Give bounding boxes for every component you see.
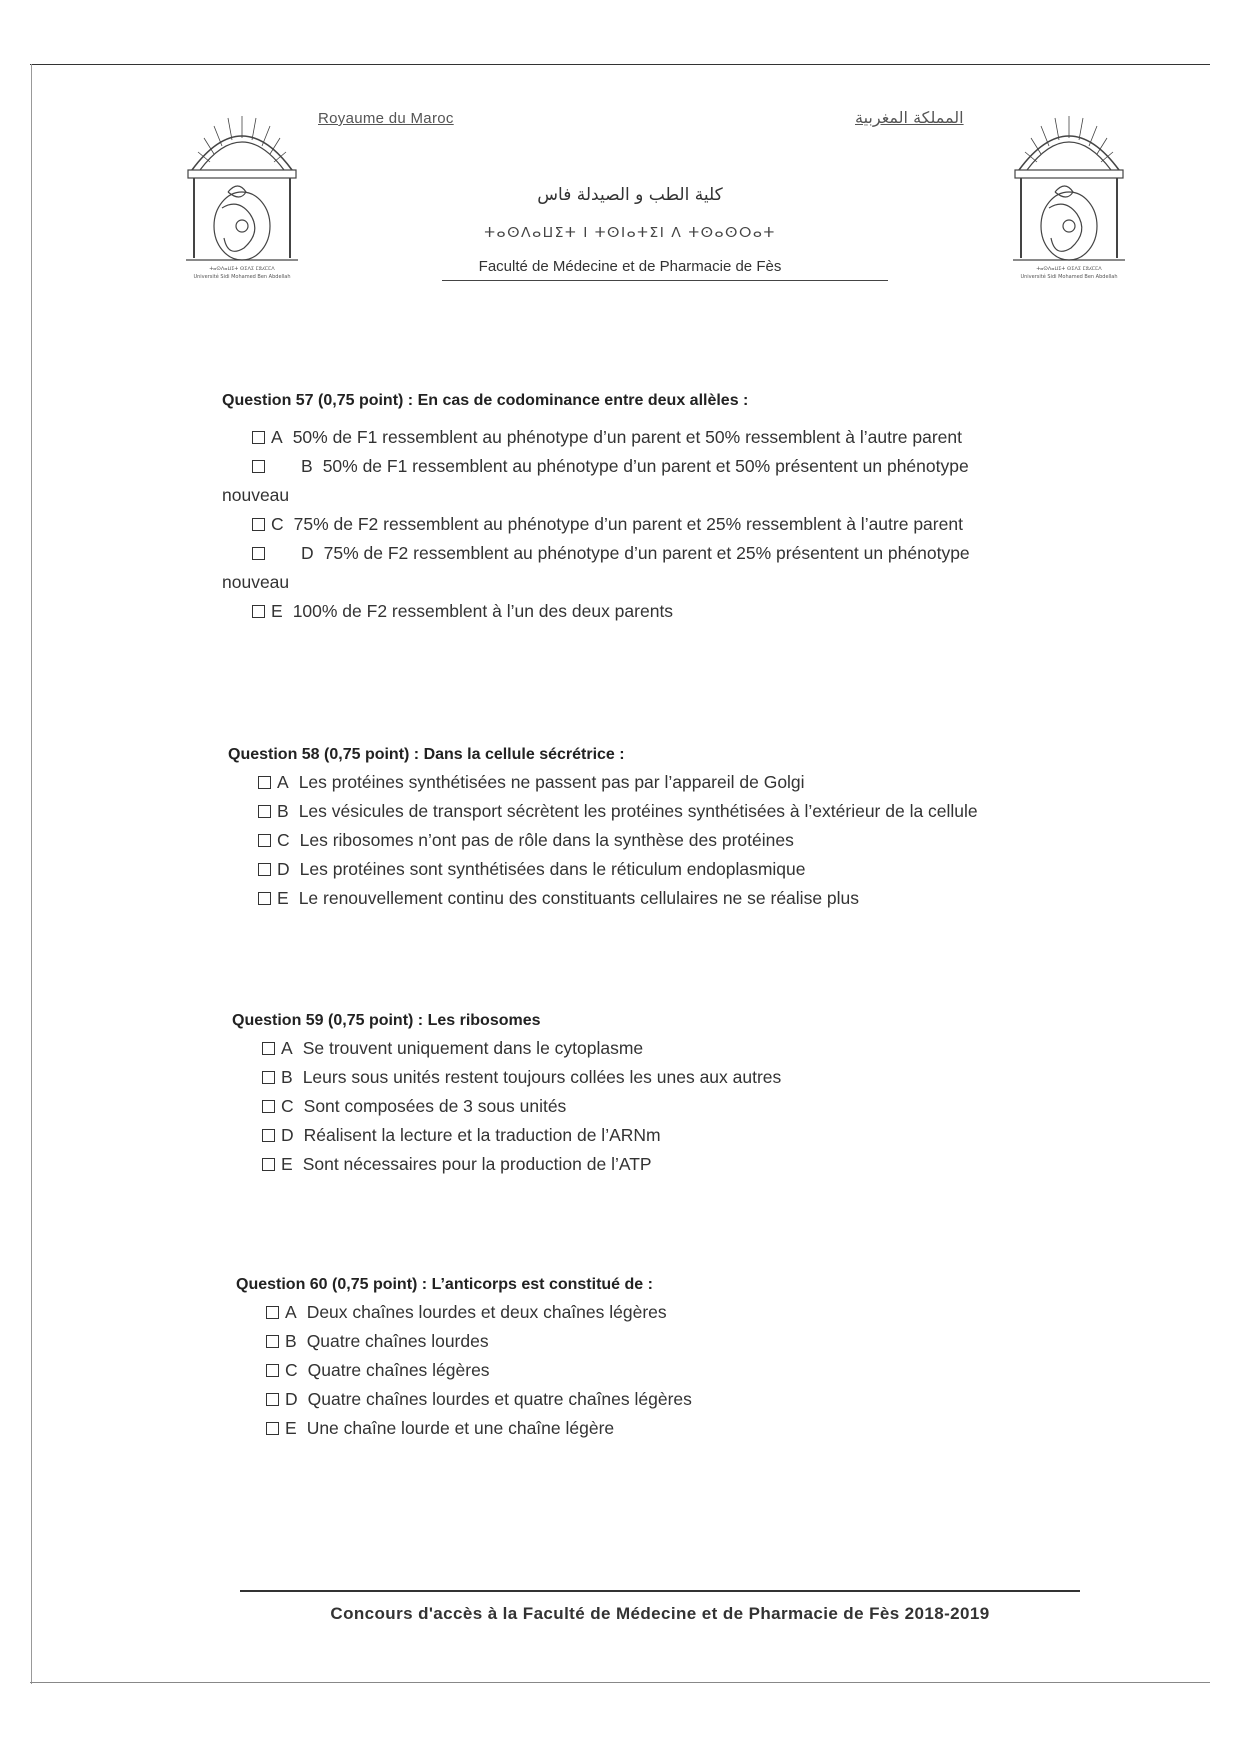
option-letter: B	[285, 1331, 297, 1351]
checkbox-icon[interactable]	[262, 1158, 275, 1171]
checkbox-icon[interactable]	[258, 776, 271, 789]
option-letter: B	[281, 1067, 293, 1087]
checkbox-icon[interactable]	[252, 460, 265, 473]
option-text: Leurs sous unités restent toujours collées les unes aux autres	[302, 1067, 782, 1087]
option-c[interactable]	[228, 826, 1128, 855]
checkbox-icon[interactable]	[266, 1364, 279, 1377]
question-59	[232, 1012, 1132, 1179]
scan-edge-left	[31, 64, 32, 1684]
option-text: Quatre chaînes lourdes et quatre chaînes légères	[307, 1389, 692, 1409]
option-letter: D	[281, 1125, 294, 1145]
option-text: Une chaîne lourde et une chaîne légère	[306, 1418, 615, 1438]
option-c[interactable]	[252, 510, 1122, 539]
option-text: 75% de F2 ressemblent au phénotype d’un parent et 25% présentent un phénotype nouveau	[222, 543, 970, 592]
option-letter: B	[277, 801, 289, 821]
checkbox-icon[interactable]	[258, 834, 271, 847]
footer-text: Concours d'accès à la Faculté de Médecine et de Pharmacie de Fès 2018-2019	[330, 1604, 990, 1623]
svg-text:Université Sidi Mohamed Ben Ab: Université Sidi Mohamed Ben Abdellah	[193, 274, 291, 280]
option-text: Sont composées de 3 sous unités	[303, 1096, 567, 1116]
option-a[interactable]	[252, 423, 1122, 452]
university-seal-logo-right	[1005, 108, 1133, 288]
checkbox-icon[interactable]	[262, 1129, 275, 1142]
option-text: Deux chaînes lourdes et deux chaînes légères	[306, 1302, 667, 1322]
option-letter: A	[277, 772, 289, 792]
checkbox-icon[interactable]	[266, 1422, 279, 1435]
checkbox-icon[interactable]	[262, 1042, 275, 1055]
option-letter: D	[277, 859, 290, 879]
option-c[interactable]	[232, 1092, 1132, 1121]
option-d[interactable]	[236, 1385, 1136, 1414]
option-b[interactable]	[236, 1327, 1136, 1356]
option-letter: C	[271, 514, 284, 534]
scan-edge-bottom	[30, 1682, 1210, 1683]
checkbox-icon[interactable]	[262, 1071, 275, 1084]
option-a[interactable]	[232, 1034, 1132, 1063]
option-letter: E	[281, 1154, 293, 1174]
option-b[interactable]	[228, 797, 1128, 826]
checkbox-icon[interactable]	[258, 805, 271, 818]
option-e[interactable]	[252, 597, 1122, 626]
option-letter: A	[285, 1302, 297, 1322]
option-text: Réalisent la lecture et la traduction de l’ARNm	[303, 1125, 661, 1145]
option-c[interactable]	[236, 1356, 1136, 1385]
faculty-title-tifinagh: ⵜⴰⵙⴷⴰⵡⵉⵜ ⵏ ⵜⵙⵏⴰⵜⵉⵏ ⴷ ⵜⵙⴰⵙⵔⴰⵜ	[484, 225, 776, 241]
university-seal-logo-left	[178, 108, 306, 288]
option-b[interactable]	[222, 452, 982, 510]
checkbox-icon[interactable]	[258, 892, 271, 905]
option-text: 50% de F1 ressemblent au phénotype d’un parent et 50% ressemblent à l’autre parent	[292, 427, 962, 447]
footer-rule	[240, 1590, 1080, 1592]
faculty-title-ar: كلية الطب و الصيدلة فاس	[537, 185, 723, 205]
checkbox-icon[interactable]	[266, 1393, 279, 1406]
svg-text:ⵜⴰⵙⴷⴰⵡⵉⵜ ⵙⵉⴷⵉ ⵎⵓⵃⵎⵎⴷ: ⵜⴰⵙⴷⴰⵡⵉⵜ ⵙⵉⴷⵉ ⵎⵓⵃⵎⵎⴷ	[1036, 266, 1102, 272]
option-e[interactable]	[228, 884, 1128, 913]
header-underline	[442, 280, 888, 281]
checkbox-icon[interactable]	[252, 431, 265, 444]
option-letter: C	[277, 830, 290, 850]
option-letter: C	[281, 1096, 294, 1116]
question-title: Question 57 (0,75 point) : En cas de codominance entre deux allèles :	[222, 392, 749, 409]
checkbox-icon[interactable]	[258, 863, 271, 876]
option-text: Quatre chaînes légères	[307, 1360, 490, 1380]
option-text: Les protéines sont synthétisées dans le réticulum endoplasmique	[299, 859, 806, 879]
question-57	[222, 392, 1122, 626]
option-text: 75% de F2 ressemblent au phénotype d’un parent et 25% ressemblent à l’autre parent	[293, 514, 963, 534]
option-text: 100% de F2 ressemblent à l’un des deux parents	[292, 601, 674, 621]
kingdom-title-fr: Royaume du Maroc	[318, 110, 454, 127]
option-a[interactable]	[228, 768, 1128, 797]
question-title: Question 60 (0,75 point) : L’anticorps est constitué de :	[236, 1276, 653, 1293]
checkbox-icon[interactable]	[252, 518, 265, 531]
question-title: Question 59 (0,75 point) : Les ribosomes	[232, 1012, 541, 1029]
option-text: Les ribosomes n’ont pas de rôle dans la synthèse des protéines	[299, 830, 794, 850]
checkbox-icon[interactable]	[266, 1335, 279, 1348]
faculty-title-fr: Faculté de Médecine et de Pharmacie de Fès	[478, 258, 782, 275]
option-letter: E	[285, 1418, 297, 1438]
option-text: Le renouvellement continu des constituants cellulaires ne se réalise plus	[298, 888, 860, 908]
option-text: Sont nécessaires pour la production de l’ATP	[302, 1154, 652, 1174]
question-58	[228, 746, 1128, 913]
option-letter: A	[271, 427, 283, 447]
option-text: Les protéines synthétisées ne passent pas par l’appareil de Golgi	[298, 772, 805, 792]
option-letter: C	[285, 1360, 298, 1380]
kingdom-title-ar: المملكة المغربية	[855, 108, 964, 127]
option-a[interactable]	[236, 1298, 1136, 1327]
question-title: Question 58 (0,75 point) : Dans la cellule sécrétrice :	[228, 746, 625, 763]
checkbox-icon[interactable]	[252, 547, 265, 560]
option-text: Se trouvent uniquement dans le cytoplasme	[302, 1038, 644, 1058]
option-text: Les vésicules de transport sécrètent les protéines synthétisées à l’extérieur de la cellule	[298, 801, 978, 821]
option-letter: D	[285, 1389, 298, 1409]
option-letter: E	[271, 601, 283, 621]
option-d[interactable]	[228, 855, 1128, 884]
checkbox-icon[interactable]	[266, 1306, 279, 1319]
scan-edge-top	[30, 64, 1210, 65]
checkbox-icon[interactable]	[262, 1100, 275, 1113]
checkbox-icon[interactable]	[252, 605, 265, 618]
option-letter: A	[281, 1038, 293, 1058]
option-e[interactable]	[236, 1414, 1136, 1443]
svg-text:ⵜⴰⵙⴷⴰⵡⵉⵜ ⵙⵉⴷⵉ ⵎⵓⵃⵎⵎⴷ: ⵜⴰⵙⴷⴰⵡⵉⵜ ⵙⵉⴷⵉ ⵎⵓⵃⵎⵎⴷ	[209, 266, 275, 272]
svg-text:Université Sidi Mohamed Ben Ab: Université Sidi Mohamed Ben Abdellah	[1020, 274, 1118, 280]
option-letter: E	[277, 888, 289, 908]
option-d[interactable]	[222, 539, 982, 597]
option-b[interactable]	[232, 1063, 1132, 1092]
option-d[interactable]	[232, 1121, 1132, 1150]
option-text: Quatre chaînes lourdes	[306, 1331, 489, 1351]
option-letter: B	[301, 456, 313, 476]
option-e[interactable]	[232, 1150, 1132, 1179]
question-60	[236, 1276, 1136, 1443]
option-letter: D	[301, 543, 314, 563]
option-text: 50% de F1 ressemblent au phénotype d’un parent et 50% présentent un phénotype nouveau	[222, 456, 969, 505]
